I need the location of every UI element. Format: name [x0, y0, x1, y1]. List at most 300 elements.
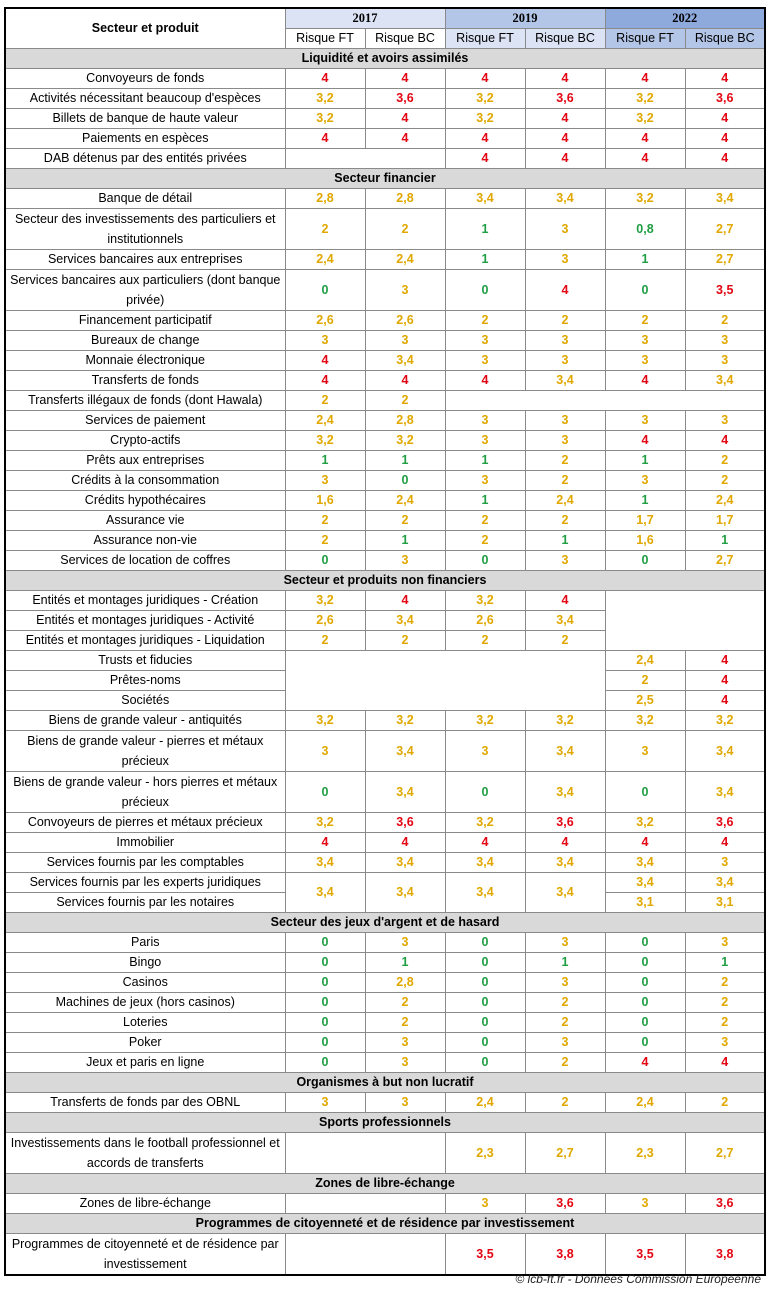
row-label: Immobilier: [5, 833, 285, 853]
table-row: [5, 189, 765, 209]
risk-value: 4: [605, 833, 685, 853]
table-row: [5, 1093, 765, 1113]
row-label: Services bancaires aux entreprises: [5, 250, 285, 270]
section-row: [5, 49, 765, 69]
table-row: [5, 311, 765, 331]
risk-value: 3,1: [685, 893, 765, 913]
row-label: Secteur des investissements des particuliers et institutionnels: [5, 209, 285, 250]
risk-value: 3,2: [285, 109, 365, 129]
table-row: [5, 853, 765, 873]
row-label: Entités et montages juridiques - Liquidation: [5, 631, 285, 651]
row-label: Jeux et paris en ligne: [5, 1053, 285, 1073]
table-row: [5, 331, 765, 351]
table-row: [5, 391, 765, 411]
risk-value: 4: [525, 109, 605, 129]
risk-value: 1: [445, 491, 525, 511]
risk-value: 3: [445, 411, 525, 431]
risk-value: 3: [605, 411, 685, 431]
risk-value: 3: [525, 431, 605, 451]
section-row: [5, 169, 765, 189]
row-label: Loteries: [5, 1013, 285, 1033]
risk-value: 3,4: [365, 611, 445, 631]
risk-value: 0: [605, 1013, 685, 1033]
risk-value: 3,6: [685, 813, 765, 833]
risk-value: 1: [605, 250, 685, 270]
risk-value: 1: [365, 953, 445, 973]
risk-value: 3: [525, 331, 605, 351]
risk-value: 2: [445, 631, 525, 651]
risk-value: 2: [525, 1093, 605, 1113]
risk-value: 2: [285, 391, 365, 411]
table-row: [5, 953, 765, 973]
risk-value: 3: [605, 731, 685, 772]
risk-value: 4: [605, 69, 685, 89]
risk-value: 3,2: [445, 813, 525, 833]
risk-value: 0: [445, 953, 525, 973]
row-label: Convoyeurs de fonds: [5, 69, 285, 89]
table-body: [5, 49, 765, 1276]
risk-value: 3,4: [445, 853, 525, 873]
risk-value: 4: [285, 129, 365, 149]
section-row: [5, 1113, 765, 1133]
risk-value: 3: [365, 331, 445, 351]
row-label: Crédits à la consommation: [5, 471, 285, 491]
risk-value: 3: [525, 250, 605, 270]
risk-value: 0: [445, 270, 525, 311]
risk-value: 0: [285, 1033, 365, 1053]
risk-value: 2: [365, 631, 445, 651]
risk-value: 3,5: [685, 270, 765, 311]
section-row: [5, 571, 765, 591]
risk-value: 0: [285, 1013, 365, 1033]
risk-value: 3: [365, 1053, 445, 1073]
risk-value: 0: [445, 551, 525, 571]
risk-value: 0: [605, 973, 685, 993]
risk-value: 4: [365, 69, 445, 89]
row-label: Transferts illégaux de fonds (dont Hawala): [5, 391, 285, 411]
risk-value: 2: [525, 993, 605, 1013]
table-row: [5, 351, 765, 371]
row-label: Billets de banque de haute valeur: [5, 109, 285, 129]
risk-value: 0: [445, 993, 525, 1013]
risk-value: 3,1: [605, 893, 685, 913]
risk-value: 3,2: [285, 711, 365, 731]
risk-value: 3,2: [445, 89, 525, 109]
row-label: Assurance non-vie: [5, 531, 285, 551]
risk-value: 4: [605, 371, 685, 391]
risk-value: 0: [605, 551, 685, 571]
year-header-2019: 2019: [445, 8, 605, 29]
row-label: Financement participatif: [5, 311, 285, 331]
table-row: [5, 873, 765, 893]
risk-value: 2,7: [685, 551, 765, 571]
risk-value: 3,2: [605, 813, 685, 833]
risk-value: 3,4: [605, 873, 685, 893]
risk-value: 2,7: [525, 1133, 605, 1174]
row-label: Crédits hypothécaires: [5, 491, 285, 511]
risk-value: 4: [365, 129, 445, 149]
risk-value: 3: [285, 1093, 365, 1113]
row-label: Sociétés: [5, 691, 285, 711]
row-label: Services fournis par les comptables: [5, 853, 285, 873]
risk-value: 1: [605, 451, 685, 471]
table-row: [5, 1234, 765, 1276]
risk-value: 2: [285, 511, 365, 531]
row-label: Casinos: [5, 973, 285, 993]
risk-value: 4: [605, 431, 685, 451]
sector-header: Secteur et produit: [5, 8, 285, 49]
risk-value: 2,7: [685, 250, 765, 270]
row-label: Biens de grande valeur - hors pierres et métaux précieux: [5, 772, 285, 813]
risk-value: 3: [685, 331, 765, 351]
row-label: Poker: [5, 1033, 285, 1053]
sub-header-bc-2019: Risque BC: [525, 29, 605, 49]
table-row: [5, 551, 765, 571]
risk-value: 0: [445, 772, 525, 813]
risk-value: 2: [525, 311, 605, 331]
risk-value: 1,7: [685, 511, 765, 531]
risk-value: 2: [685, 471, 765, 491]
risk-value: 4: [285, 351, 365, 371]
table-row: [5, 109, 765, 129]
table-row: [5, 711, 765, 731]
risk-value: 0: [365, 471, 445, 491]
risk-value: 3,2: [525, 711, 605, 731]
year-header-2017: 2017: [285, 8, 445, 29]
risk-value: 2: [685, 993, 765, 1013]
risk-value: 2,4: [685, 491, 765, 511]
risk-value: 2: [685, 1093, 765, 1113]
risk-value: 3: [525, 209, 605, 250]
row-label: Monnaie électronique: [5, 351, 285, 371]
risk-value: 3,4: [685, 772, 765, 813]
risk-value: 4: [685, 671, 765, 691]
risk-value: 3: [605, 331, 685, 351]
risk-value: 4: [285, 69, 365, 89]
risk-value: 4: [445, 129, 525, 149]
risk-value: 3: [525, 551, 605, 571]
risk-value: 2,6: [285, 311, 365, 331]
risk-value: 2,6: [445, 611, 525, 631]
risk-table: [4, 7, 766, 1276]
row-label: Services bancaires aux particuliers (dont banque privée): [5, 270, 285, 311]
risk-value: 3: [445, 471, 525, 491]
risk-value: 3,2: [445, 591, 525, 611]
risk-value: 0: [445, 1053, 525, 1073]
risk-value: 3,4: [525, 873, 605, 913]
risk-value: 2,8: [365, 411, 445, 431]
table-row: [5, 933, 765, 953]
empty-cell: [605, 591, 765, 651]
table-row: [5, 1013, 765, 1033]
risk-value: 3,2: [365, 711, 445, 731]
risk-value: 4: [525, 149, 605, 169]
risk-value: 0: [285, 933, 365, 953]
empty-cell: [285, 1133, 445, 1174]
risk-value: 3: [445, 431, 525, 451]
risk-value: 3,6: [685, 1194, 765, 1214]
risk-value: 3,4: [365, 853, 445, 873]
row-label: Paiements en espèces: [5, 129, 285, 149]
section-title: Organismes à but non lucratif: [5, 1073, 765, 1093]
risk-value: 3: [365, 933, 445, 953]
risk-value: 2: [285, 209, 365, 250]
risk-value: 1: [445, 451, 525, 471]
row-label: Entités et montages juridiques - Activité: [5, 611, 285, 631]
risk-value: 1: [525, 953, 605, 973]
risk-value: 2,3: [605, 1133, 685, 1174]
sub-header-ft-2017: Risque FT: [285, 29, 365, 49]
risk-value: 3,8: [525, 1234, 605, 1276]
risk-value: 3: [445, 331, 525, 351]
risk-value: 4: [285, 833, 365, 853]
row-label: Services fournis par les notaires: [5, 893, 285, 913]
risk-value: 3,2: [285, 89, 365, 109]
risk-value: 4: [525, 129, 605, 149]
risk-value: 1: [605, 491, 685, 511]
empty-cell: [285, 149, 445, 169]
risk-value: 4: [525, 591, 605, 611]
risk-value: 2,4: [365, 250, 445, 270]
risk-value: 2: [685, 973, 765, 993]
row-label: Services de paiement: [5, 411, 285, 431]
risk-value: 3: [365, 1093, 445, 1113]
risk-value: 3: [685, 351, 765, 371]
risk-value: 0: [445, 973, 525, 993]
risk-value: 3: [685, 1033, 765, 1053]
table-row: [5, 1133, 765, 1174]
risk-value: 3,2: [605, 89, 685, 109]
risk-value: 0: [605, 953, 685, 973]
row-label: Assurance vie: [5, 511, 285, 531]
risk-value: 3: [605, 351, 685, 371]
risk-value: 2: [525, 1053, 605, 1073]
table-row: [5, 270, 765, 311]
risk-value: 4: [445, 833, 525, 853]
risk-value: 0: [605, 933, 685, 953]
risk-value: 3,5: [445, 1234, 525, 1276]
risk-value: 4: [365, 833, 445, 853]
risk-value: 4: [285, 371, 365, 391]
table-row: [5, 833, 765, 853]
risk-value: 3,4: [525, 611, 605, 631]
risk-value: 3,4: [685, 873, 765, 893]
risk-value: 3,5: [605, 1234, 685, 1276]
risk-value: 3,6: [365, 813, 445, 833]
section-row: [5, 1073, 765, 1093]
risk-value: 2,8: [285, 189, 365, 209]
risk-value: 4: [685, 149, 765, 169]
risk-value: 4: [685, 833, 765, 853]
risk-value: 3: [445, 1194, 525, 1214]
risk-value: 3: [525, 1033, 605, 1053]
risk-value: 2: [365, 1013, 445, 1033]
risk-value: 3,4: [525, 853, 605, 873]
risk-value: 3,4: [685, 731, 765, 772]
risk-value: 0: [605, 1033, 685, 1053]
risk-value: 1: [445, 250, 525, 270]
table-row: [5, 1194, 765, 1214]
risk-value: 3: [285, 471, 365, 491]
row-label: Prêts aux entreprises: [5, 451, 285, 471]
risk-value: 3,4: [525, 189, 605, 209]
empty-cell: [285, 651, 605, 711]
risk-value: 3,6: [525, 813, 605, 833]
section-row: [5, 913, 765, 933]
risk-value: 0: [285, 973, 365, 993]
row-label: Bingo: [5, 953, 285, 973]
table-row: [5, 591, 765, 611]
risk-value: 3,2: [445, 711, 525, 731]
risk-value: 0: [285, 270, 365, 311]
row-label: Bureaux de change: [5, 331, 285, 351]
risk-value: 4: [685, 431, 765, 451]
risk-value: 1,7: [605, 511, 685, 531]
section-title: Secteur des jeux d'argent et de hasard: [5, 913, 765, 933]
risk-value: 3,8: [685, 1234, 765, 1276]
risk-value: 2: [685, 311, 765, 331]
risk-value: 3,4: [445, 873, 525, 913]
risk-value: 3,4: [365, 772, 445, 813]
row-label: Paris: [5, 933, 285, 953]
risk-value: 0: [285, 953, 365, 973]
risk-value: 3,2: [365, 431, 445, 451]
table-row: [5, 1053, 765, 1073]
table-row: [5, 250, 765, 270]
risk-value: 3: [525, 973, 605, 993]
table-row: [5, 731, 765, 772]
row-label: Activités nécessitant beaucoup d'espèces: [5, 89, 285, 109]
risk-value: 4: [445, 149, 525, 169]
risk-value: 4: [685, 651, 765, 671]
section-title: Sports professionnels: [5, 1113, 765, 1133]
risk-value: 3: [285, 331, 365, 351]
risk-value: 2: [445, 531, 525, 551]
section-title: Liquidité et avoirs assimilés: [5, 49, 765, 69]
risk-value: 3,2: [605, 711, 685, 731]
year-header-2022: 2022: [605, 8, 765, 29]
empty-cell: [285, 1194, 445, 1214]
risk-value: 3: [525, 351, 605, 371]
row-label: Zones de libre-échange: [5, 1194, 285, 1214]
risk-value: 3,4: [365, 873, 445, 913]
risk-value: 4: [445, 69, 525, 89]
row-label: Crypto-actifs: [5, 431, 285, 451]
risk-value: 3: [445, 351, 525, 371]
row-label: Banque de détail: [5, 189, 285, 209]
table-row: [5, 772, 765, 813]
table-row: [5, 993, 765, 1013]
row-label: Convoyeurs de pierres et métaux précieux: [5, 813, 285, 833]
risk-value: 2: [525, 511, 605, 531]
risk-value: 3,4: [685, 371, 765, 391]
row-label: Prêtes-noms: [5, 671, 285, 691]
section-title: Zones de libre-échange: [5, 1174, 765, 1194]
risk-value: 2,4: [285, 411, 365, 431]
risk-value: 4: [525, 270, 605, 311]
table-row: [5, 371, 765, 391]
risk-value: 4: [685, 691, 765, 711]
risk-value: 3: [605, 1194, 685, 1214]
risk-value: 0: [285, 772, 365, 813]
table-row: [5, 89, 765, 109]
risk-value: 4: [605, 129, 685, 149]
risk-value: 2: [525, 451, 605, 471]
risk-value: 3,2: [285, 591, 365, 611]
risk-value: 0: [285, 551, 365, 571]
risk-value: 3,2: [605, 189, 685, 209]
risk-value: 0: [285, 993, 365, 1013]
table-row: [5, 209, 765, 250]
risk-value: 3: [685, 933, 765, 953]
risk-value: 3,4: [365, 731, 445, 772]
row-label: DAB détenus par des entités privées: [5, 149, 285, 169]
risk-value: 2,3: [445, 1133, 525, 1174]
risk-value: 4: [525, 833, 605, 853]
table-row: [5, 471, 765, 491]
risk-value: 3: [445, 731, 525, 772]
risk-value: 0: [605, 993, 685, 1013]
risk-value: 1: [685, 531, 765, 551]
risk-value: 0: [285, 1053, 365, 1073]
risk-value: 0: [605, 270, 685, 311]
risk-value: 3: [365, 1033, 445, 1053]
table-row: [5, 411, 765, 431]
empty-cell: [285, 1234, 445, 1276]
risk-value: 3,4: [525, 772, 605, 813]
table-row: [5, 651, 765, 671]
risk-value: 3: [685, 853, 765, 873]
sub-header-bc-2022: Risque BC: [685, 29, 765, 49]
risk-value: 2: [285, 631, 365, 651]
empty-cell: [445, 391, 765, 411]
risk-value: 2: [525, 471, 605, 491]
risk-value: 0: [605, 772, 685, 813]
risk-value: 1: [365, 531, 445, 551]
row-label: Biens de grande valeur - antiquités: [5, 711, 285, 731]
section-title: Secteur financier: [5, 169, 765, 189]
risk-value: 1: [285, 451, 365, 471]
risk-value: 3,4: [685, 189, 765, 209]
risk-value: 3,4: [605, 853, 685, 873]
risk-value: 2,4: [605, 1093, 685, 1113]
risk-value: 2,6: [365, 311, 445, 331]
risk-value: 3,4: [525, 731, 605, 772]
risk-value: 4: [365, 591, 445, 611]
risk-value: 2: [605, 671, 685, 691]
risk-value: 0: [445, 1013, 525, 1033]
risk-value: 1,6: [605, 531, 685, 551]
table-row: [5, 451, 765, 471]
risk-value: 0,8: [605, 209, 685, 250]
section-row: [5, 1214, 765, 1234]
risk-value: 3: [525, 933, 605, 953]
risk-value: 4: [685, 129, 765, 149]
risk-value: 2: [685, 1013, 765, 1033]
risk-value: 4: [445, 371, 525, 391]
table-row: [5, 129, 765, 149]
risk-value: 0: [445, 933, 525, 953]
risk-value: 1: [365, 451, 445, 471]
risk-value: 3: [285, 731, 365, 772]
risk-value: 3,6: [685, 89, 765, 109]
row-label: Investissements dans le football professionnel et accords de transferts: [5, 1133, 285, 1174]
risk-value: 2: [445, 511, 525, 531]
sub-header-ft-2019: Risque FT: [445, 29, 525, 49]
risk-value: 2: [445, 311, 525, 331]
sub-header-ft-2022: Risque FT: [605, 29, 685, 49]
section-row: [5, 1174, 765, 1194]
